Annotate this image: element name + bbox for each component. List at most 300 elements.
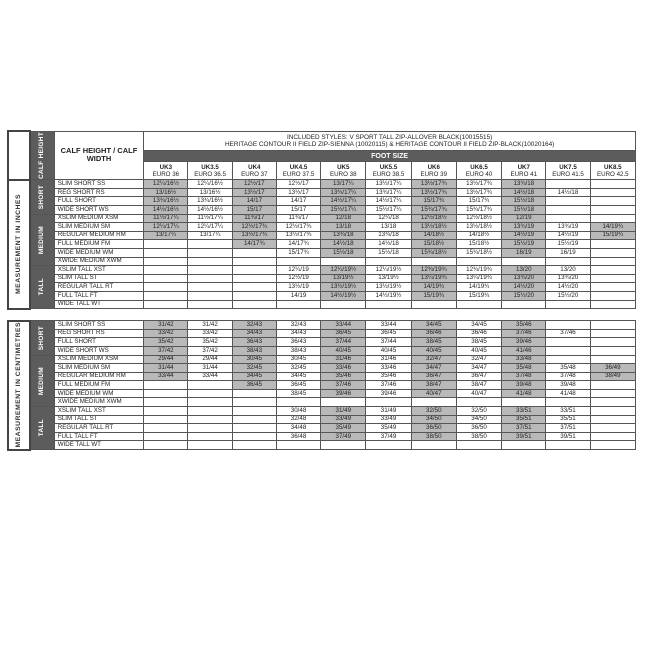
table-cell: 37/42 bbox=[188, 346, 232, 355]
table-cell: 13/20 bbox=[502, 266, 546, 275]
section-title-cell bbox=[8, 321, 30, 450]
table-cell bbox=[502, 300, 546, 309]
table-cell: 35/46 bbox=[366, 372, 411, 381]
table-cell: 14½/17¼ bbox=[321, 197, 366, 206]
table-cell: 14/18½ bbox=[411, 231, 456, 240]
table-cell: 40/45 bbox=[366, 346, 411, 355]
row-label: WIDE MEDIUM WM bbox=[54, 248, 143, 257]
table-cell: 39/51 bbox=[546, 432, 590, 441]
table-cell bbox=[456, 257, 501, 266]
table-cell: 13¾/16½ bbox=[144, 197, 188, 206]
table-cell bbox=[276, 300, 320, 309]
table-cell: 32/45 bbox=[232, 364, 276, 373]
table-cell: 37/48 bbox=[502, 372, 546, 381]
table-cell: 15/17 bbox=[276, 206, 320, 215]
table-cell: 12½/19 bbox=[276, 274, 320, 283]
row-label: SLIM TALL ST bbox=[54, 274, 143, 283]
table-cell bbox=[411, 300, 456, 309]
table-cell bbox=[546, 321, 590, 330]
size-euro: EURO 37 bbox=[241, 170, 268, 178]
table-row bbox=[8, 274, 636, 283]
table-cell: 34/50 bbox=[456, 415, 501, 424]
table-cell bbox=[456, 398, 501, 407]
size-column-header bbox=[321, 162, 366, 180]
table-cell: 15/19¾ bbox=[456, 291, 501, 300]
table-cell bbox=[366, 398, 411, 407]
table-cell: 15½/18 bbox=[502, 197, 546, 206]
section-gap bbox=[8, 309, 636, 321]
table-cell: 33/44 bbox=[321, 321, 366, 330]
table-cell bbox=[590, 266, 635, 275]
table-cell: 32/43 bbox=[232, 321, 276, 330]
table-cell bbox=[590, 274, 635, 283]
table-cell: 13/19½ bbox=[366, 274, 411, 283]
table-cell: 12½/18½ bbox=[411, 214, 456, 223]
table-cell: 34/50 bbox=[411, 415, 456, 424]
table-cell bbox=[232, 441, 276, 450]
table-cell bbox=[590, 240, 635, 249]
table-cell: 30/45 bbox=[232, 355, 276, 364]
table-row bbox=[8, 329, 636, 338]
row-label: SLIM MEDIUM SM bbox=[54, 223, 143, 232]
table-cell bbox=[546, 398, 590, 407]
table-cell bbox=[232, 415, 276, 424]
table-cell: 12½/17 bbox=[276, 180, 320, 189]
row-label: XSLIM TALL XST bbox=[54, 266, 143, 275]
table-cell: 12¾/19¾ bbox=[411, 266, 456, 275]
row-label: SLIM MEDIUM SM bbox=[54, 364, 143, 373]
table-cell: 13½/17¾ bbox=[411, 180, 456, 189]
size-uk: UK4.5 bbox=[289, 163, 308, 171]
table-cell: 14½/19 bbox=[546, 231, 590, 240]
table-cell: 15¾/17¾ bbox=[411, 206, 456, 215]
table-cell bbox=[546, 441, 590, 450]
table-cell bbox=[188, 407, 232, 416]
table-cell: 15/18½ bbox=[456, 240, 501, 249]
size-uk: UK8.5 bbox=[604, 163, 622, 171]
table-cell: 40/45 bbox=[411, 346, 456, 355]
table-cell: 13¾/16½ bbox=[188, 197, 232, 206]
table-row bbox=[8, 214, 636, 223]
table-row bbox=[8, 257, 636, 266]
table-cell: 12¼/17¼ bbox=[144, 223, 188, 232]
row-label: WIDE MEDIUM WM bbox=[54, 389, 143, 398]
table-cell: 34/45 bbox=[276, 372, 320, 381]
table-cell: 14½/20 bbox=[546, 283, 590, 292]
row-label: REG SHORT RS bbox=[54, 329, 143, 338]
table-cell: 11¾/17 bbox=[276, 214, 320, 223]
table-cell bbox=[144, 300, 188, 309]
table-cell bbox=[366, 257, 411, 266]
table-cell: 35/51 bbox=[502, 415, 546, 424]
size-chart bbox=[7, 130, 636, 451]
table-cell: 36/49 bbox=[590, 364, 635, 373]
table-cell: 12½/17¾ bbox=[276, 223, 320, 232]
table-row bbox=[8, 206, 636, 215]
table-cell: 13/20 bbox=[546, 266, 590, 275]
group-label: MEDIUM bbox=[38, 225, 46, 254]
table-cell: 40/47 bbox=[456, 389, 501, 398]
table-cell: 13/16½ bbox=[188, 188, 232, 197]
table-cell: 15/19¾ bbox=[590, 231, 635, 240]
table-cell: 35/51 bbox=[546, 415, 590, 424]
table-cell bbox=[590, 257, 635, 266]
table-cell bbox=[232, 283, 276, 292]
size-euro: EURO 42.5 bbox=[596, 170, 629, 178]
included-styles-line: INCLUDED STYLES: V SPORT TALL ZIP-ALLOVER BLACK(10015515) bbox=[286, 133, 493, 141]
row-label: XWIDE MEDIUM XWM bbox=[54, 398, 143, 407]
table-cell: 14½/16½ bbox=[188, 206, 232, 215]
table-cell bbox=[188, 432, 232, 441]
table-cell: 29/44 bbox=[188, 355, 232, 364]
table-cell: 35/46 bbox=[502, 321, 546, 330]
section-title: MEASUREMENT IN CENTIMETRES bbox=[14, 322, 22, 448]
table-cell: 15¾/17¾ bbox=[456, 206, 501, 215]
table-cell bbox=[590, 329, 635, 338]
table-cell bbox=[232, 389, 276, 398]
table-cell: 38/50 bbox=[411, 432, 456, 441]
group-label: SHORT bbox=[38, 184, 46, 210]
table-cell: 33/48 bbox=[502, 355, 546, 364]
table-cell: 13¾/20 bbox=[502, 274, 546, 283]
table-cell: 13½/17¼ bbox=[366, 180, 411, 189]
group-label-cell bbox=[30, 355, 54, 407]
row-label: FULL TALL FT bbox=[54, 432, 143, 441]
table-cell: 35/42 bbox=[144, 338, 188, 347]
size-uk: UK3.5 bbox=[201, 163, 219, 171]
table-cell bbox=[456, 441, 501, 450]
table-cell: 12½/17 bbox=[232, 180, 276, 189]
table-cell: 38/47 bbox=[411, 381, 456, 390]
table-cell bbox=[144, 257, 188, 266]
table-cell: 41/48 bbox=[502, 389, 546, 398]
table-cell: 15¾/18½ bbox=[411, 248, 456, 257]
table-row bbox=[8, 432, 636, 441]
table-cell bbox=[366, 441, 411, 450]
table-cell: 39/46 bbox=[502, 338, 546, 347]
table-row bbox=[8, 180, 636, 189]
group-label-cell bbox=[30, 321, 54, 355]
table-cell: 13½/19 bbox=[276, 283, 320, 292]
header-corner bbox=[8, 131, 30, 180]
row-label: XSLIM MEDIUM XSM bbox=[54, 355, 143, 364]
table-cell: 41/46 bbox=[502, 346, 546, 355]
table-cell bbox=[546, 257, 590, 266]
table-cell: 14/19¾ bbox=[590, 223, 635, 232]
table-cell: 33/49 bbox=[366, 415, 411, 424]
table-cell bbox=[144, 248, 188, 257]
table-cell: 33/51 bbox=[546, 407, 590, 416]
table-cell: 39/46 bbox=[366, 389, 411, 398]
table-row bbox=[8, 415, 636, 424]
table-cell bbox=[144, 398, 188, 407]
table-cell: 35/49 bbox=[321, 424, 366, 433]
size-column-header bbox=[366, 162, 411, 180]
table-cell: 12¼/19½ bbox=[366, 266, 411, 275]
table-row bbox=[8, 291, 636, 300]
table-cell: 13/18 bbox=[321, 223, 366, 232]
table-cell bbox=[188, 389, 232, 398]
row-label: WIDE TALL WT bbox=[54, 300, 143, 309]
table-cell bbox=[590, 300, 635, 309]
table-cell bbox=[144, 415, 188, 424]
table-cell bbox=[188, 398, 232, 407]
table-cell: 14½/16½ bbox=[144, 206, 188, 215]
table-cell: 14/18½ bbox=[456, 231, 501, 240]
table-cell: 13¾/18 bbox=[321, 231, 366, 240]
table-cell: 13¼/19¾ bbox=[456, 274, 501, 283]
table-cell bbox=[232, 398, 276, 407]
table-cell: 36/43 bbox=[232, 338, 276, 347]
table-cell: 34/47 bbox=[411, 364, 456, 373]
table-cell: 11½/17¼ bbox=[144, 214, 188, 223]
table-cell: 31/42 bbox=[188, 321, 232, 330]
table-cell: 14½/17¼ bbox=[366, 197, 411, 206]
table-cell: 31/42 bbox=[144, 321, 188, 330]
table-cell bbox=[502, 257, 546, 266]
table-row bbox=[8, 231, 636, 240]
group-label: MEDIUM bbox=[38, 366, 46, 395]
group-label: TALL bbox=[38, 278, 46, 296]
table-cell: 37/51 bbox=[502, 424, 546, 433]
table-cell: 14½/19½ bbox=[321, 291, 366, 300]
table-cell bbox=[188, 240, 232, 249]
table-cell bbox=[276, 441, 320, 450]
row-label: WIDE SHORT WS bbox=[54, 346, 143, 355]
table-cell: 31/44 bbox=[188, 364, 232, 373]
table-cell bbox=[590, 355, 635, 364]
size-uk: UK4 bbox=[248, 163, 261, 171]
table-cell: 38/47 bbox=[456, 381, 501, 390]
table-cell bbox=[411, 398, 456, 407]
section-title: MEASUREMENT IN INCHES bbox=[14, 194, 22, 295]
size-euro: EURO 36.5 bbox=[194, 170, 226, 178]
size-uk: UK3 bbox=[159, 163, 173, 171]
table-cell: 32/45 bbox=[276, 364, 320, 373]
table-cell: 36/48 bbox=[276, 432, 320, 441]
table-cell bbox=[144, 274, 188, 283]
table-cell: 13¾/18 bbox=[366, 231, 411, 240]
size-column-header bbox=[411, 162, 456, 180]
table-cell: 15½/17¼ bbox=[366, 206, 411, 215]
group-label: TALL bbox=[38, 419, 46, 437]
table-cell bbox=[590, 248, 635, 257]
calf-width-header: CALF HEIGHT / CALF WIDTH bbox=[54, 131, 143, 180]
table-cell bbox=[144, 283, 188, 292]
table-cell: 35/48 bbox=[502, 364, 546, 373]
table-cell: 33/44 bbox=[144, 372, 188, 381]
table-cell bbox=[456, 300, 501, 309]
table-cell: 14/17¾ bbox=[232, 240, 276, 249]
size-column-header bbox=[144, 162, 188, 180]
size-uk: UK5.5 bbox=[379, 163, 398, 171]
table-cell: 34/47 bbox=[456, 364, 501, 373]
row-label: REG SHORT RS bbox=[54, 188, 143, 197]
table-cell bbox=[590, 398, 635, 407]
table-cell: 36/50 bbox=[456, 424, 501, 433]
table-cell: 12/19 bbox=[502, 214, 546, 223]
size-uk: UK5 bbox=[337, 163, 350, 171]
table-cell bbox=[590, 432, 635, 441]
table-cell: 14/19¾ bbox=[456, 283, 501, 292]
size-uk: UK6.5 bbox=[470, 163, 488, 171]
row-label: FULL SHORT bbox=[54, 338, 143, 347]
table-cell: 15/17¾ bbox=[276, 248, 320, 257]
table-cell: 13½/18½ bbox=[411, 223, 456, 232]
table-cell bbox=[590, 291, 635, 300]
table-cell bbox=[144, 266, 188, 275]
table-row bbox=[8, 407, 636, 416]
table-cell: 15/17 bbox=[232, 206, 276, 215]
included-styles bbox=[144, 131, 636, 151]
table-cell: 38/45 bbox=[456, 338, 501, 347]
table-cell: 39/48 bbox=[502, 381, 546, 390]
table-cell bbox=[276, 257, 320, 266]
table-cell bbox=[144, 381, 188, 390]
table-cell bbox=[502, 398, 546, 407]
table-cell bbox=[188, 300, 232, 309]
size-column-header bbox=[546, 162, 590, 180]
size-uk: UK6 bbox=[427, 163, 440, 171]
table-cell: 36/45 bbox=[321, 329, 366, 338]
table-cell: 31/46 bbox=[366, 355, 411, 364]
table-cell: 13/17¼ bbox=[321, 180, 366, 189]
table-cell: 13½/18½ bbox=[456, 223, 501, 232]
table-cell: 36/47 bbox=[411, 372, 456, 381]
table-row bbox=[8, 364, 636, 373]
group-label: SHORT bbox=[38, 325, 46, 350]
table-cell bbox=[188, 257, 232, 266]
table-row bbox=[8, 424, 636, 433]
table-cell: 12¼/16½ bbox=[188, 180, 232, 189]
table-cell: 34/43 bbox=[232, 329, 276, 338]
calf-height-header bbox=[30, 131, 54, 180]
table-row bbox=[8, 398, 636, 407]
table-cell bbox=[590, 283, 635, 292]
table-cell bbox=[144, 291, 188, 300]
table-cell: 38/49 bbox=[590, 372, 635, 381]
table-cell bbox=[546, 214, 590, 223]
table-cell: 15/18½ bbox=[411, 240, 456, 249]
table-cell bbox=[546, 206, 590, 215]
table-cell: 33/46 bbox=[321, 364, 366, 373]
table-cell bbox=[590, 381, 635, 390]
table-cell: 12/18 bbox=[321, 214, 366, 223]
table-cell: 14½/20 bbox=[502, 283, 546, 292]
table-cell bbox=[502, 441, 546, 450]
table-cell: 15/19¾ bbox=[411, 291, 456, 300]
table-cell: 36/43 bbox=[276, 338, 320, 347]
table-cell: 31/46 bbox=[321, 355, 366, 364]
table-cell bbox=[546, 180, 590, 189]
size-euro: EURO 39 bbox=[420, 170, 448, 178]
table-row bbox=[8, 223, 636, 232]
table-cell bbox=[232, 274, 276, 283]
table-cell bbox=[590, 321, 635, 330]
table-cell: 12¼/19½ bbox=[321, 266, 366, 275]
table-cell bbox=[144, 240, 188, 249]
table-cell: 14/19¾ bbox=[411, 283, 456, 292]
table-cell: 38/50 bbox=[456, 432, 501, 441]
table-cell: 33/49 bbox=[321, 415, 366, 424]
table-cell bbox=[546, 300, 590, 309]
table-cell bbox=[590, 441, 635, 450]
table-cell bbox=[188, 248, 232, 257]
table-cell bbox=[590, 180, 635, 189]
table-cell: 16/19 bbox=[502, 248, 546, 257]
table-cell: 39/48 bbox=[546, 381, 590, 390]
table-cell: 41/48 bbox=[546, 389, 590, 398]
table-cell: 34/45 bbox=[456, 321, 501, 330]
table-cell: 12¼/17¼ bbox=[188, 223, 232, 232]
table-cell: 36/46 bbox=[411, 329, 456, 338]
table-cell bbox=[321, 441, 366, 450]
table-cell: 31/49 bbox=[366, 407, 411, 416]
table-cell bbox=[590, 214, 635, 223]
row-label: XSLIM MEDIUM XSM bbox=[54, 214, 143, 223]
table-cell bbox=[144, 407, 188, 416]
table-cell: 12¼/16½ bbox=[144, 180, 188, 189]
table-cell bbox=[590, 338, 635, 347]
table-cell: 31/44 bbox=[144, 364, 188, 373]
table-cell bbox=[411, 441, 456, 450]
table-cell: 37/46 bbox=[366, 381, 411, 390]
table-cell: 15½/17¼ bbox=[321, 206, 366, 215]
table-cell: 13/19½ bbox=[321, 274, 366, 283]
table-cell: 32/50 bbox=[456, 407, 501, 416]
size-chart-table bbox=[7, 130, 636, 451]
row-label: FULL MEDIUM FM bbox=[54, 240, 143, 249]
group-label-cell bbox=[30, 407, 54, 450]
table-cell: 15½/20 bbox=[502, 291, 546, 300]
table-row bbox=[8, 346, 636, 355]
row-label: REGULAR TALL RT bbox=[54, 424, 143, 433]
size-column-header bbox=[276, 162, 320, 180]
table-cell bbox=[546, 197, 590, 206]
row-label: FULL MEDIUM FM bbox=[54, 381, 143, 390]
size-euro: EURO 38.5 bbox=[372, 170, 405, 178]
table-cell bbox=[590, 346, 635, 355]
table-cell: 37/49 bbox=[321, 432, 366, 441]
table-cell: 37/49 bbox=[366, 432, 411, 441]
table-cell: 15½/19 bbox=[546, 240, 590, 249]
table-cell bbox=[232, 257, 276, 266]
table-cell bbox=[188, 266, 232, 275]
table-cell: 15½/18 bbox=[366, 248, 411, 257]
table-cell bbox=[321, 300, 366, 309]
table-cell: 13½/17 bbox=[276, 188, 320, 197]
group-label-cell bbox=[30, 180, 54, 214]
size-column-header bbox=[590, 162, 635, 180]
row-label: WIDE TALL WT bbox=[54, 441, 143, 450]
table-cell bbox=[188, 441, 232, 450]
table-cell bbox=[232, 266, 276, 275]
table-cell: 12¼/18 bbox=[366, 214, 411, 223]
table-row bbox=[8, 321, 636, 330]
table-cell: 13½/17¾ bbox=[456, 188, 501, 197]
table-cell bbox=[144, 432, 188, 441]
table-cell: 37/48 bbox=[546, 372, 590, 381]
table-cell bbox=[232, 291, 276, 300]
table-cell bbox=[188, 415, 232, 424]
size-column-header bbox=[456, 162, 501, 180]
table-cell: 34/45 bbox=[232, 372, 276, 381]
row-label: SLIM SHORT SS bbox=[54, 321, 143, 330]
table-cell: 37/44 bbox=[366, 338, 411, 347]
table-cell: 33/46 bbox=[366, 364, 411, 373]
table-cell: 38/45 bbox=[276, 389, 320, 398]
table-cell: 13½/17¾ bbox=[456, 180, 501, 189]
